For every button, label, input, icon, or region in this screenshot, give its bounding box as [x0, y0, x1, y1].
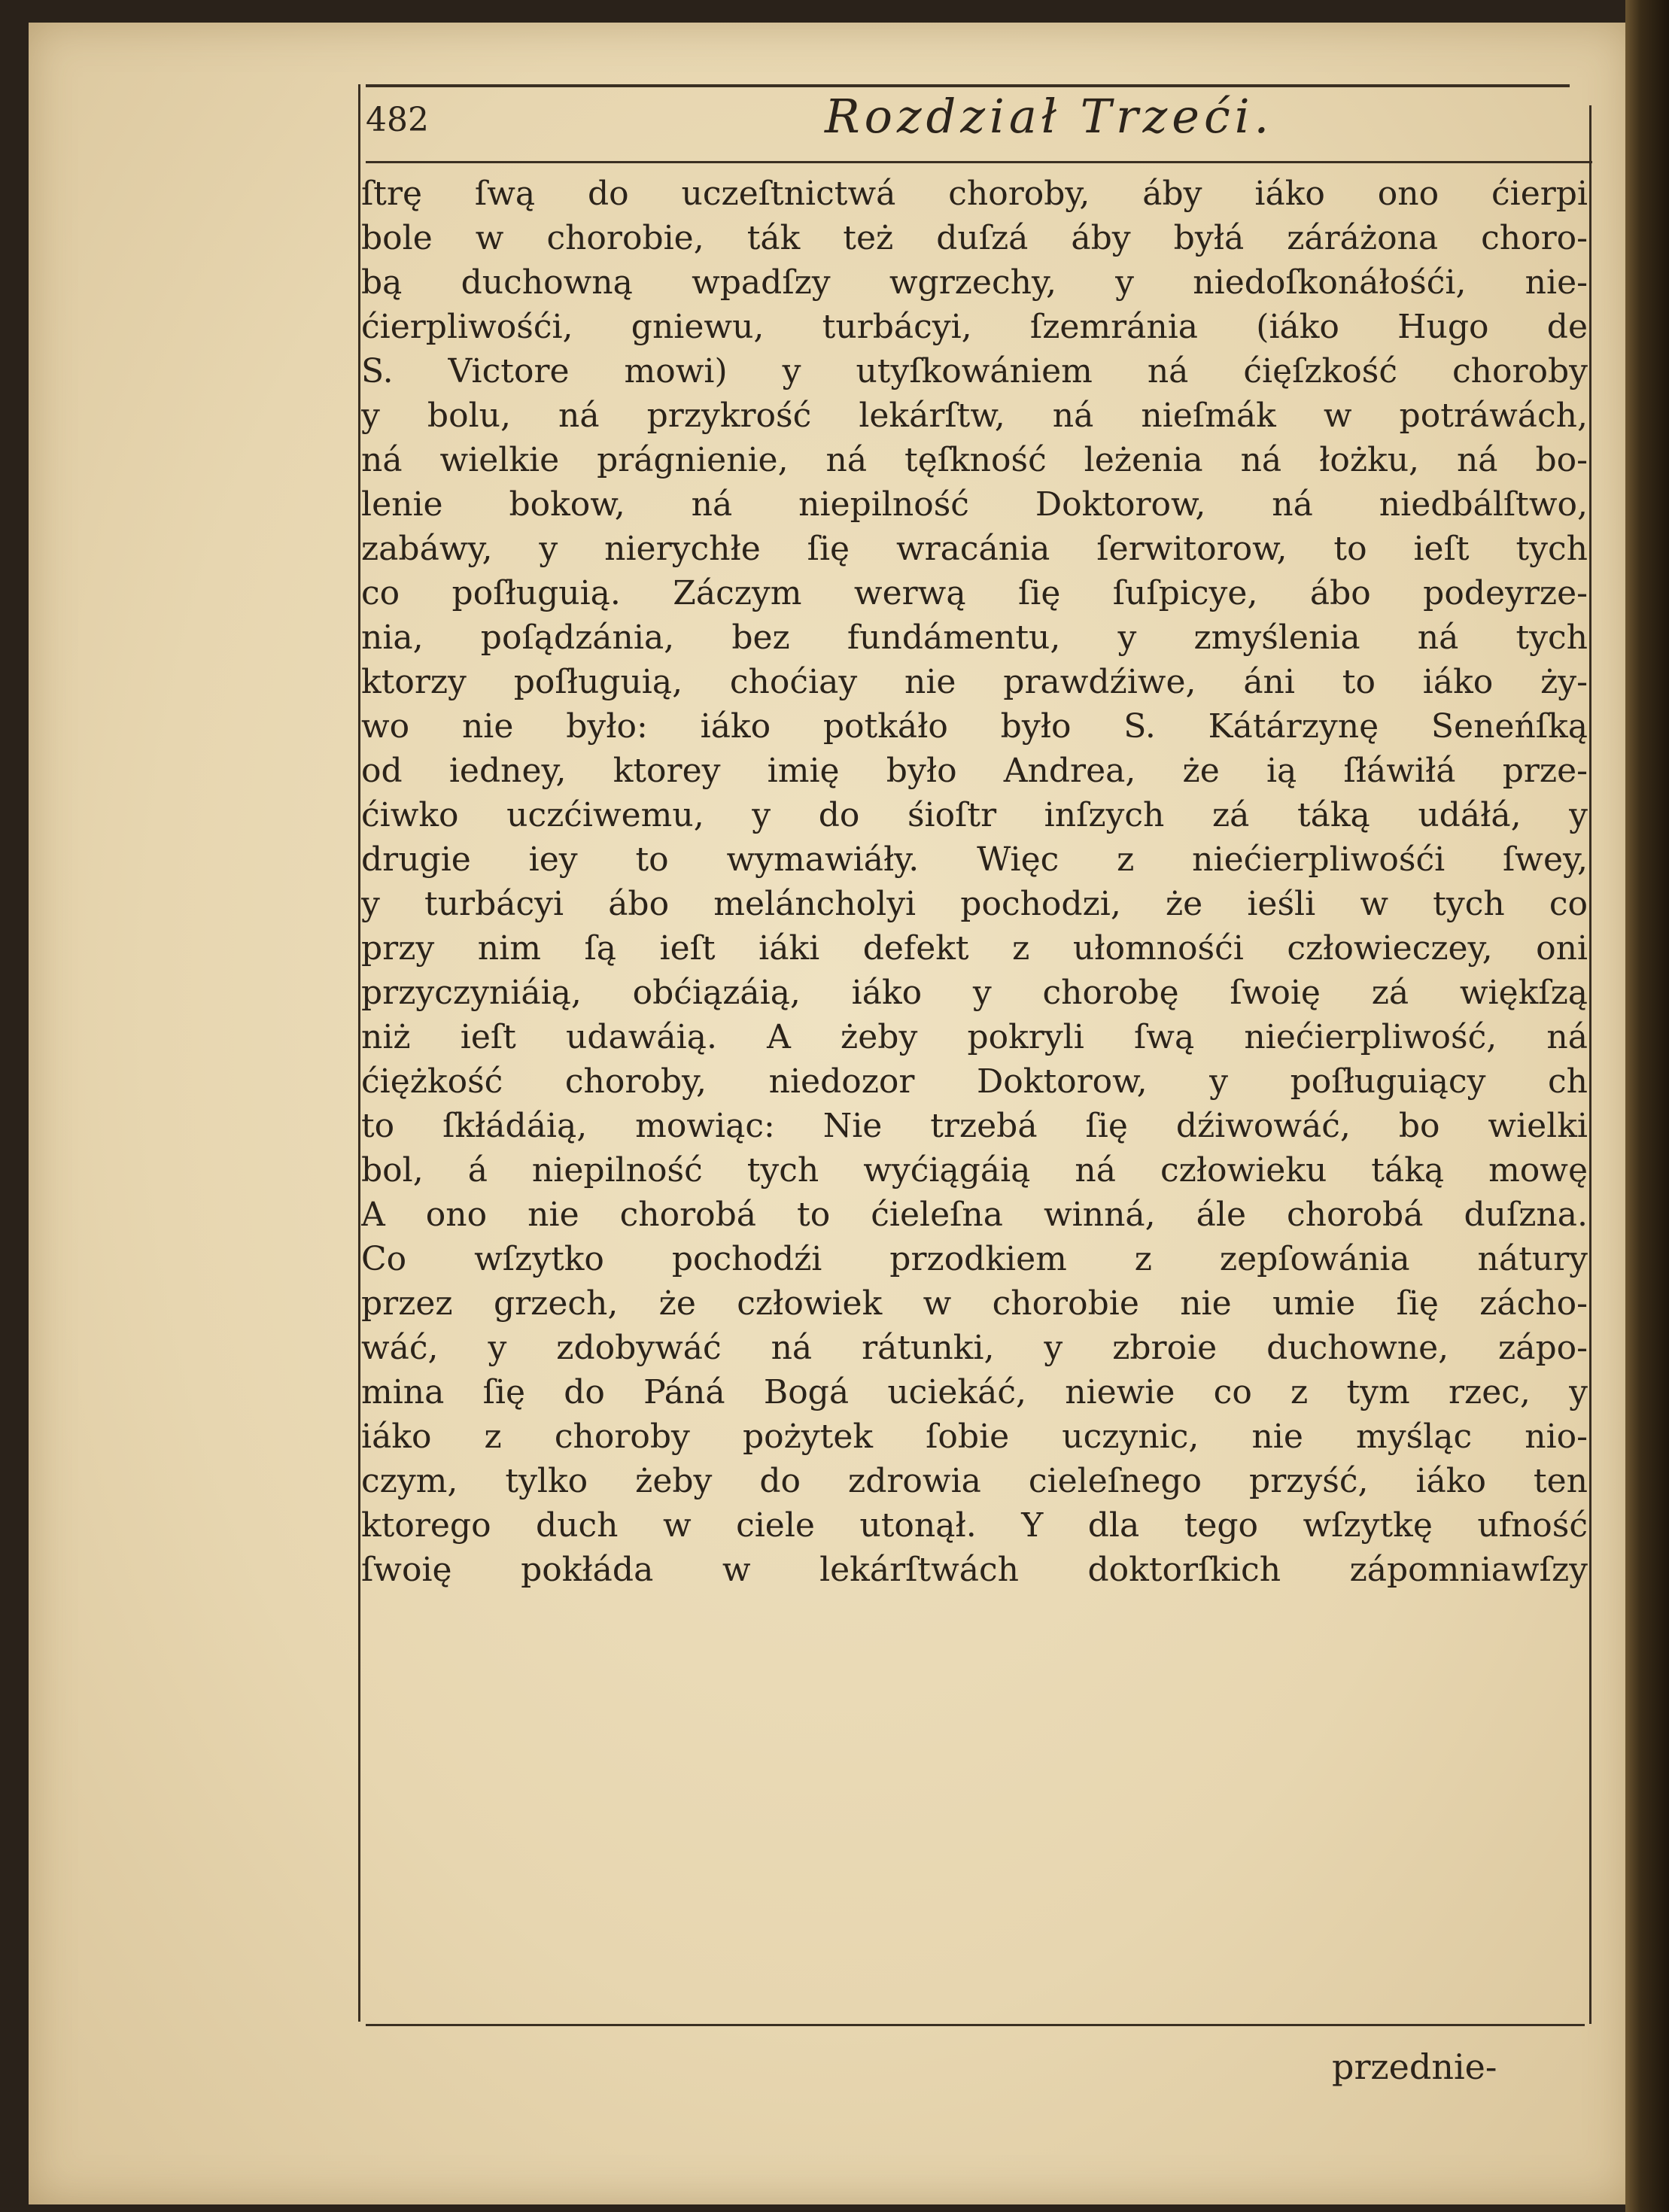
text-line: mina ſię do Páná Bogá uciekáć, niewie co z tym rzec, y [361, 1373, 1588, 1411]
catchword: przednie- [1332, 2046, 1497, 2087]
left-rule [358, 84, 360, 2022]
text-line: bą duchowną wpadſzy wgrzechy, y niedoſkonáłośći, nie- [361, 263, 1588, 302]
top-rule [366, 84, 1570, 87]
text-line: ćierpliwośći, gniewu, turbácyi, ſzemránia (iáko Hugo de [361, 308, 1588, 346]
text-line: bol, á niepilność tych wyćiągáią ná człowieku táką mowę [361, 1151, 1588, 1190]
text-line: A ono nie chorobá to ćieleſna winná, ále chorobá duſzna. [361, 1196, 1588, 1234]
text-line: iáko z choroby pożytek ſobie uczynic, nie myśląc nio- [361, 1417, 1588, 1456]
text-line: zabáwy, y nierychłe ſię wracánia ſerwitorow, to ieſt tych [361, 530, 1588, 568]
text-line: ná wielkie prágnienie, ná tęſkność leżenia ná łożku, ná bo- [361, 441, 1588, 479]
text-line: y bolu, ná przykrość lekárſtw, ná nieſmák w potráwách, [361, 397, 1588, 435]
text-line: y turbácyi ábo meláncholyi pochodzi, że ieśli w tych co [361, 885, 1588, 923]
text-line: ſwoię pokłáda w lekárſtwách doktorſkich zápomniawſzy [361, 1551, 1588, 1589]
page-number: 482 [366, 101, 429, 139]
text-line: ſtrę ſwą do uczeſtnictwá choroby, áby iáko ono ćierpi [361, 175, 1588, 213]
text-line: bole w chorobie, ták też duſzá áby byłá záráżona choro- [361, 219, 1588, 257]
text-line: nia, poſądzánia, bez fundámentu, y zmyślenia ná tych [361, 618, 1588, 657]
text-line: ćiwko uczćiwemu, y do śioſtr inſzych zá táką udáłá, y [361, 796, 1588, 834]
running-title: Rozdział Trzeći. [825, 89, 1274, 144]
text-line: przyczyniáią, obćiązáią, iáko y chorobę ſwoię zá więkſzą [361, 974, 1588, 1012]
text-line: co poſługuią. Záczym werwą ſię ſuſpicye, ábo podeyrze- [361, 574, 1588, 612]
text-line: drugie iey to wymawiáły. Więc z niećierpliwośći ſwey, [361, 840, 1588, 879]
body-text [361, 172, 1588, 1592]
text-line: to ſkłádáią, mowiąc: Nie trzebá ſię dźiwowáć, bo wielki [361, 1107, 1588, 1145]
text-line: ktorzy poſługuią, choćiay nie prawdźiwe, áni to iáko ży- [361, 663, 1588, 701]
bottom-rule [366, 2024, 1585, 2026]
book-gutter-edge [1625, 0, 1669, 2212]
text-line: od iedney, ktorey imię było Andrea, że ią ſłáwiłá prze- [361, 752, 1588, 790]
text-line: przez grzech, że człowiek w chorobie nie umie ſię zácho- [361, 1284, 1588, 1323]
right-rule [1589, 105, 1591, 2024]
text-line: wo nie było: iáko potkáło było S. Kátárzynę Seneńſką [361, 707, 1588, 746]
text-line: czym, tylko żeby do zdrowia cieleſnego przyść, iáko ten [361, 1462, 1588, 1500]
text-line: ćiężkość choroby, niedozor Doktorow, y poſługuiący ch [361, 1062, 1588, 1101]
running-header [366, 89, 1585, 161]
text-line: wáć, y zdobywáć ná rátunki, y zbroie duchowne, zápo- [361, 1329, 1588, 1367]
text-line: ktorego duch w ciele utonął. Y dla tego wſzytkę ufność [361, 1506, 1588, 1545]
header-rule [366, 161, 1592, 163]
text-line: niż ieſt udawáią. A żeby pokryli ſwą niećierpliwość, ná [361, 1018, 1588, 1056]
scan-background-top [0, 0, 1669, 24]
text-line: S. Victore mowi) y utyſkowániem ná ćięſzkość choroby [361, 352, 1588, 390]
text-line: Co wſzytko pochodźi przodkiem z zepſowánia nátury [361, 1240, 1588, 1278]
text-line: przy nim ſą ieſt iáki defekt z ułomnośći człowieczey, oni [361, 929, 1588, 968]
text-line: lenie bokow, ná niepilność Doktorow, ná niedbálſtwo, [361, 485, 1588, 524]
